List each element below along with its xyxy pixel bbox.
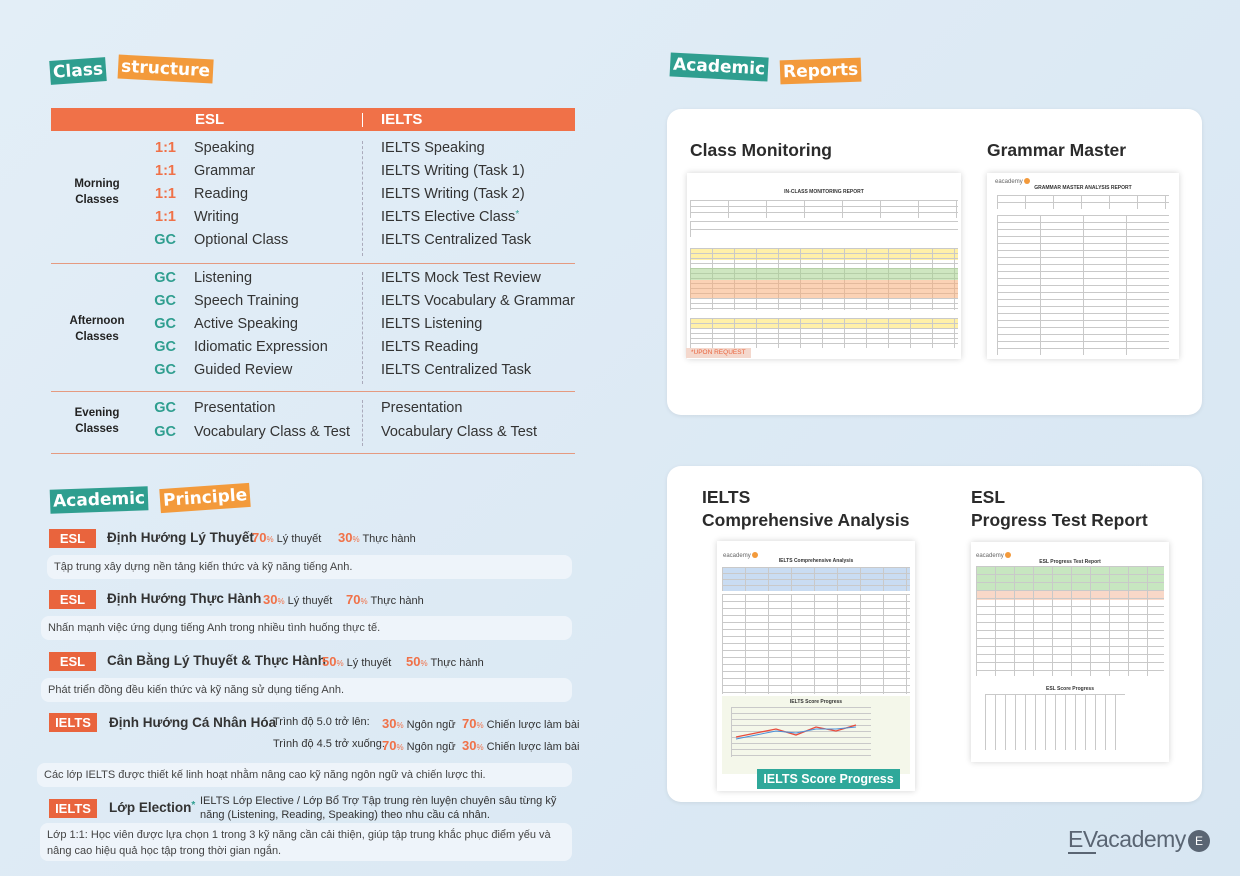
tag-ielts: IELTS (49, 799, 97, 818)
class-row (51, 400, 575, 423)
pct-value: 50 (406, 654, 421, 669)
principle-title: Định Hướng Cá Nhân Hóa (109, 715, 277, 730)
principle-ratio: 30% Ngôn ngữ (382, 716, 456, 731)
mini-title: ESL Progress Test Report (1039, 559, 1101, 565)
ielts-class: IELTS Listening (381, 316, 483, 332)
principle-ratio: 30% Lý thuyết (263, 592, 333, 607)
class-type: 1:1 (155, 186, 176, 202)
class-type: GC (154, 362, 176, 378)
principle-title: Định Hướng Thực Hành (107, 591, 262, 606)
principle-desc: Nhấn mạnh việc ứng dụng tiếng Anh trong nhiều tình huống thực tế. (41, 616, 572, 640)
mini-title: IELTS Comprehensive Analysis (778, 558, 854, 564)
tag-ielts: IELTS (49, 713, 97, 732)
class-row (51, 232, 575, 255)
class-row (51, 140, 575, 163)
upon-request: *UPON REQUEST (686, 348, 751, 358)
pct-value: 30 (462, 738, 477, 753)
pct-value: 50 (322, 654, 337, 669)
class-section (51, 133, 575, 264)
principle-ratio: 50% Lý thuyết (322, 654, 392, 669)
class-type: GC (154, 232, 176, 248)
class-type: GC (154, 400, 176, 416)
esl-class: Presentation (194, 400, 276, 416)
principle-ratio: 30% Chiến lược làm bài (462, 738, 580, 753)
esl-class: Speaking (194, 140, 255, 156)
esl-class: Speech Training (194, 293, 299, 309)
level-label: Trình độ 4.5 trở xuống: (273, 738, 385, 750)
class-type: GC (154, 424, 176, 440)
pct-value: 70 (382, 738, 397, 753)
ielts-class: IELTS Centralized Task (381, 232, 532, 248)
tag-esl: ESL (49, 652, 96, 671)
esl-progress-title: ESL Progress Test Report (971, 487, 1148, 530)
class-monitoring-preview (687, 173, 961, 359)
pct-value: 70 (252, 530, 267, 545)
mini-title: IN-CLASS MONITORING REPORT (784, 189, 864, 195)
mini-logo: eacademy (995, 178, 1030, 185)
ielts-class: IELTS Vocabulary & Grammar (381, 293, 575, 309)
mini-chart-title: IELTS Score Progress (789, 699, 843, 705)
esl-class: Active Speaking (194, 316, 298, 332)
principle-title: Định Hướng Lý Thuyết (107, 530, 254, 545)
section-label: Morning Classes (74, 178, 120, 206)
pct-value: 70 (462, 716, 477, 731)
grammar-master-title: Grammar Master (987, 140, 1127, 160)
esl-class: Grammar (194, 163, 256, 179)
title-word: Class (49, 57, 107, 85)
esl-class: Optional Class (194, 232, 289, 248)
class-row (51, 186, 575, 209)
ielts-class: IELTS Writing (Task 1) (381, 163, 525, 179)
class-row (51, 362, 575, 385)
table-header (51, 108, 575, 131)
principle-ratio: 70% Chiến lược làm bài (462, 716, 580, 731)
principle-ratio: 70% Lý thuyết (252, 530, 322, 545)
class-type: GC (154, 270, 176, 286)
principle-ratio: 30% Thực hành (338, 530, 416, 545)
principle-desc: Phát triển đồng đều kiến thức và kỹ năng sử dụng tiếng Anh. (41, 678, 572, 702)
ielts-analysis-title: IELTS Comprehensive Analysis (702, 487, 910, 530)
mini-chart-title: ESL Score Progress (1046, 686, 1094, 692)
title-word: structure (118, 55, 214, 84)
report-card-bottom (667, 466, 1202, 802)
header-esl: ESL (195, 111, 225, 128)
academic-reports-title (670, 54, 861, 83)
class-row (51, 293, 575, 316)
principle-ratio: 50% Thực hành (406, 654, 484, 669)
header-ielts: IELTS (381, 111, 423, 128)
esl-progress-preview (971, 542, 1169, 762)
esl-class: Vocabulary Class & Test (194, 424, 351, 440)
tag-esl: ESL (49, 590, 96, 609)
pct-value: 30 (382, 716, 397, 731)
pct-value: 30 (338, 530, 353, 545)
esl-class: Listening (194, 270, 253, 286)
esl-class: Idiomatic Expression (194, 339, 328, 355)
class-section (51, 264, 575, 392)
class-row (51, 316, 575, 339)
class-type: GC (154, 293, 176, 309)
ielts-analysis-preview (717, 541, 915, 791)
level-label: Trình độ 5.0 trở lên: (273, 716, 370, 728)
ielts-class: IELTS Writing (Task 2) (381, 186, 525, 202)
ielts-score-badge: IELTS Score Progress (757, 769, 900, 789)
class-type: 1:1 (155, 163, 176, 179)
esl-class: Reading (194, 186, 249, 202)
section-label: Evening Classes (74, 407, 120, 435)
ielts-class: Vocabulary Class & Test (381, 424, 538, 440)
class-type: 1:1 (155, 140, 176, 156)
class-section (51, 392, 575, 454)
tag-esl: ESL (49, 529, 96, 548)
pct-value: 30 (263, 592, 278, 607)
ielts-class: IELTS Elective Class* (381, 209, 520, 225)
ielts-class: IELTS Speaking (381, 140, 485, 156)
principle-title: Cân Bằng Lý Thuyết & Thực Hành (107, 653, 327, 668)
class-structure-title (50, 56, 213, 83)
mini-logo: eacademy (976, 552, 1011, 559)
class-type: GC (154, 339, 176, 355)
academic-principle-title (50, 486, 250, 510)
section-label: Afternoon Classes (69, 315, 125, 343)
principle-desc: Lớp 1:1: Học viên được lựa chọn 1 trong 3 kỹ năng cần cải thiện, giúp tập trung khắc phục điểm yếu và nâng cao hiệu quả học tập trong thời gian ngắn. (40, 823, 572, 861)
principle-ratio: 70% Thực hành (346, 592, 424, 607)
principle-desc: Các lớp IELTS được thiết kế linh hoạt nhằm nâng cao kỹ năng ngôn ngữ và chiến lược thi. (37, 763, 572, 787)
mini-logo: eacademy (723, 552, 758, 559)
esl-class: Writing (194, 209, 239, 225)
evacademy-logo: EVacademy E (1068, 826, 1210, 853)
pct-value: 70 (346, 592, 361, 607)
principle-desc: Tập trung xây dựng nền tảng kiến thức và kỹ năng tiếng Anh. (47, 555, 572, 579)
ielts-class: IELTS Reading (381, 339, 479, 355)
ielts-class: IELTS Mock Test Review (381, 270, 541, 286)
principle-title: Lớp Election* (109, 800, 196, 815)
class-row (51, 270, 575, 293)
principle-ratio: 70% Ngôn ngữ (382, 738, 456, 753)
class-row (51, 424, 575, 447)
title-word: Principle (159, 483, 251, 513)
title-word: Reports (780, 58, 862, 85)
class-row (51, 209, 575, 232)
election-note: IELTS Lớp Elective / Lớp Bổ Trợ Tập trung rèn luyện chuyên sâu từng kỹ năng (Listening, Reading, Speaking) theo nhu cầu cá nhân. (200, 795, 557, 821)
mini-line-chart (731, 707, 871, 757)
title-word: Academic (50, 486, 149, 513)
class-type: 1:1 (155, 209, 176, 225)
class-row (51, 339, 575, 362)
report-card-top (667, 109, 1202, 415)
mini-title: GRAMMAR MASTER ANALYSIS REPORT (1034, 185, 1132, 191)
esl-class: Guided Review (194, 362, 293, 378)
class-monitoring-title: Class Monitoring (690, 140, 832, 160)
grammar-master-preview (987, 173, 1179, 359)
title-word: Academic (670, 52, 769, 81)
class-row (51, 163, 575, 186)
ielts-class: IELTS Centralized Task (381, 362, 532, 378)
ielts-class: Presentation (381, 400, 463, 416)
class-type: GC (154, 316, 176, 332)
